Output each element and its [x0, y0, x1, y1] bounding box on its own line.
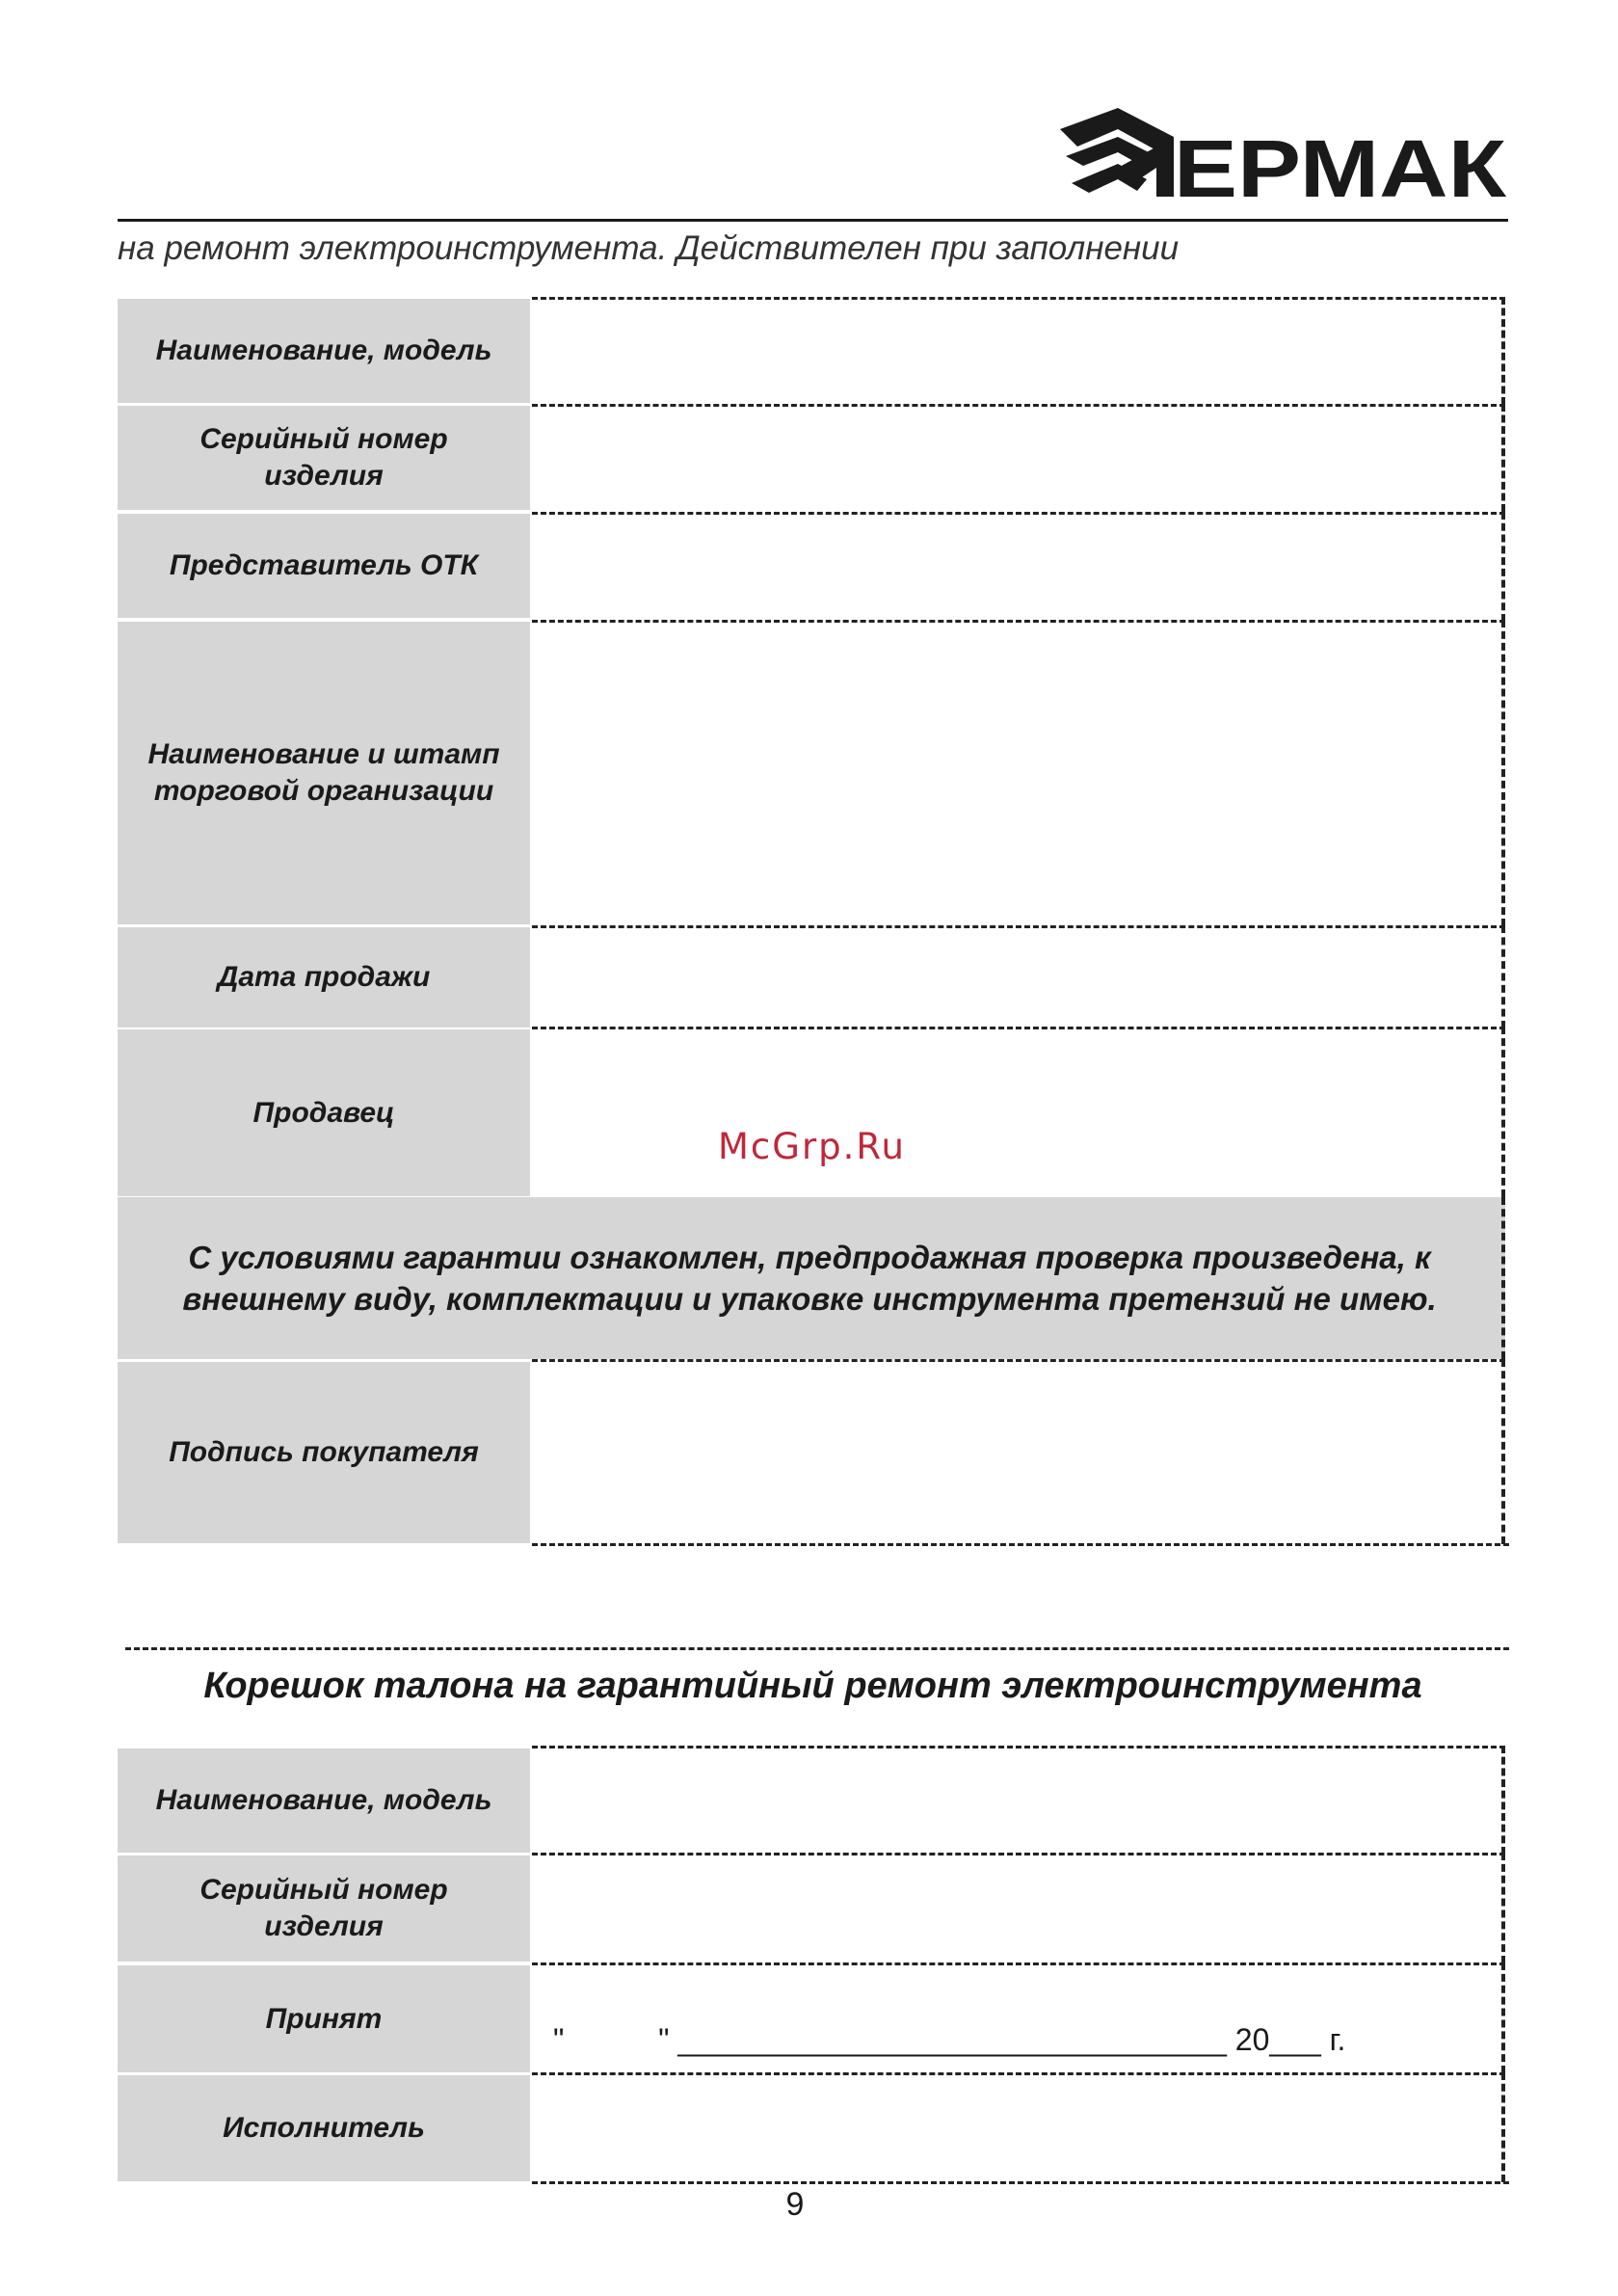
- accepted-date-template: " " ________________________________ 20___ г.: [553, 2022, 1346, 2057]
- field-seller[interactable]: [532, 1027, 1505, 1197]
- stub-label-accepted: Принят: [118, 1965, 530, 2072]
- stub-label-executor: Исполнитель: [118, 2075, 530, 2181]
- label-serial: Серийный номер изделия: [118, 406, 530, 510]
- cut-line: [125, 1647, 1509, 1650]
- ermak-logo: [1060, 108, 1508, 204]
- field-serial[interactable]: [532, 404, 1505, 512]
- page-number: 9: [785, 2186, 805, 2223]
- field-otk[interactable]: [532, 512, 1505, 622]
- stub-field-serial[interactable]: [532, 1853, 1505, 1963]
- stub-label-serial: Серийный номер изделия: [118, 1855, 530, 1962]
- field-store-stamp[interactable]: [532, 620, 1505, 926]
- header-rule: [118, 219, 1508, 222]
- label-model: Наименование, модель: [118, 299, 530, 403]
- label-seller: Продавец: [118, 1029, 530, 1196]
- watermark: McGrp.Ru: [718, 1126, 906, 1167]
- label-signature: Подпись покупателя: [118, 1362, 530, 1543]
- warranty-notice: С условиями гарантии ознакомлен, предпродажная проверка произведена, к внешнему виду, комплектации и упаковке инструмента претензий не имею.: [118, 1197, 1505, 1359]
- intro-text: на ремонт электроинструмента. Действителен при заполнении: [118, 229, 1180, 267]
- label-store: Наименование и штамп торговой организации: [118, 622, 530, 924]
- stub-field-model[interactable]: [532, 1746, 1505, 1855]
- label-otk: Представитель ОТК: [118, 514, 530, 618]
- field-model[interactable]: [532, 297, 1505, 405]
- stub-field-executor[interactable]: [532, 2072, 1505, 2182]
- stub-title: Корешок талона на гарантийный ремонт электроинструмента: [203, 1666, 1422, 1706]
- form-bottom-dash: [532, 1543, 1509, 1546]
- field-sale-date[interactable]: [532, 925, 1505, 1028]
- field-buyer-signature[interactable]: [532, 1359, 1505, 1544]
- stub-bottom-dash: [532, 2181, 1509, 2184]
- stub-label-model: Наименование, модель: [118, 1749, 530, 1853]
- label-sale-date: Дата продажи: [118, 927, 530, 1028]
- logo-text: ЕРМАК: [1174, 123, 1507, 204]
